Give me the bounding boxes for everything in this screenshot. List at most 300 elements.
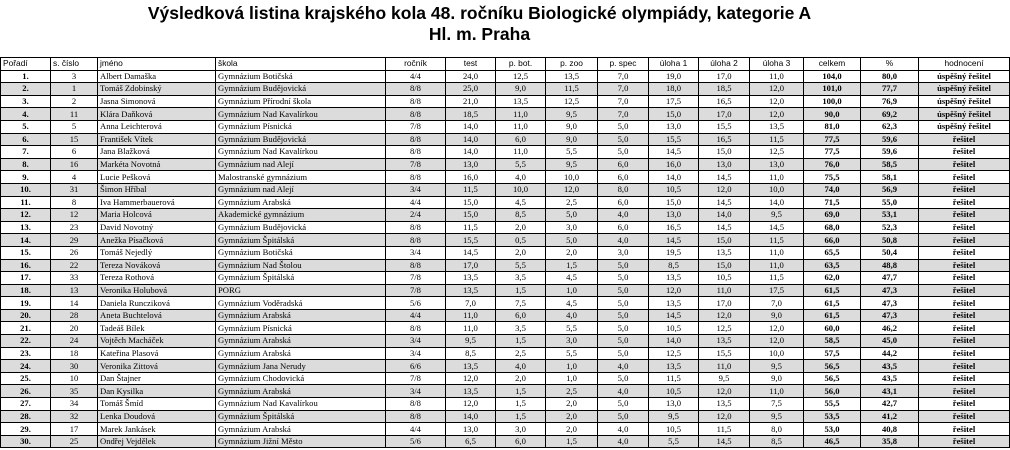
cell-competitor-number: 34 (51, 398, 98, 411)
cell-botany: 6,0 (496, 435, 546, 448)
cell-total: 53,0 (804, 423, 861, 436)
cell-rank: 16. (1, 259, 51, 272)
cell-competitor-number: 17 (51, 423, 98, 436)
cell-competitor-number: 23 (51, 221, 98, 234)
cell-task-1: 10,5 (649, 385, 699, 398)
cell-grade: 8/8 (386, 221, 446, 234)
cell-percent: 42,7 (861, 398, 919, 411)
cell-total: 56,0 (804, 385, 861, 398)
cell-school: Gymnázium Budějovická (216, 83, 386, 96)
cell-task-1: 19,0 (649, 70, 699, 83)
cell-task-1: 14,5 (649, 309, 699, 322)
cell-name: Klára Daňková (98, 108, 216, 121)
cell-botany: 6,0 (496, 309, 546, 322)
cell-evaluation: řešitel (919, 146, 1010, 159)
cell-evaluation: řešitel (919, 234, 1010, 247)
table-row (1, 209, 1010, 222)
cell-competitor-number: 25 (51, 435, 98, 448)
cell-botany: 11,0 (496, 146, 546, 159)
cell-evaluation: úspěšný řešitel (919, 70, 1010, 83)
cell-species: 3,0 (598, 246, 649, 259)
cell-task-3: 11,5 (750, 234, 804, 247)
cell-species: 6,0 (598, 158, 649, 171)
cell-percent: 77,7 (861, 83, 919, 96)
cell-zoology: 11,5 (546, 83, 598, 96)
cell-botany: 1,5 (496, 385, 546, 398)
cell-evaluation: řešitel (919, 335, 1010, 348)
cell-rank: 7. (1, 146, 51, 159)
cell-task-3: 12,0 (750, 335, 804, 348)
cell-total: 81,0 (804, 120, 861, 133)
cell-school: Gymnázium Jižní Město (216, 435, 386, 448)
cell-total: 101,0 (804, 83, 861, 96)
cell-evaluation: řešitel (919, 171, 1010, 184)
cell-task-2: 14,5 (699, 221, 750, 234)
cell-evaluation: řešitel (919, 372, 1010, 385)
cell-task-3: 11,0 (750, 385, 804, 398)
cell-botany: 9,0 (496, 83, 546, 96)
cell-grade: 3/4 (386, 335, 446, 348)
cell-total: 65,5 (804, 246, 861, 259)
cell-test: 13,5 (446, 272, 496, 285)
cell-rank: 5. (1, 120, 51, 133)
cell-total: 57,5 (804, 347, 861, 360)
col-header-rank: Pořadí (1, 58, 51, 71)
table-row (1, 133, 1010, 146)
cell-rank: 15. (1, 246, 51, 259)
cell-total: 69,0 (804, 209, 861, 222)
cell-task-3: 9,5 (750, 360, 804, 373)
cell-species: 5,0 (598, 309, 649, 322)
cell-name: Ondřej Vejdělek (98, 435, 216, 448)
cell-task-1: 16,5 (649, 221, 699, 234)
cell-grade: 4/4 (386, 423, 446, 436)
cell-task-1: 8,5 (649, 259, 699, 272)
col-header-test: test (446, 58, 496, 71)
cell-percent: 43,5 (861, 360, 919, 373)
cell-name: Maria Holcová (98, 209, 216, 222)
col-header-name: jméno (98, 58, 216, 71)
cell-percent: 47,3 (861, 284, 919, 297)
cell-task-1: 13,5 (649, 360, 699, 373)
table-row (1, 410, 1010, 423)
cell-zoology: 2,5 (546, 196, 598, 209)
cell-grade: 5/6 (386, 435, 446, 448)
page-subtitle: Hl. m. Praha (428, 24, 531, 44)
table-row (1, 183, 1010, 196)
cell-competitor-number: 33 (51, 272, 98, 285)
cell-botany: 2,0 (496, 246, 546, 259)
cell-task-1: 13,0 (649, 209, 699, 222)
cell-percent: 76,9 (861, 95, 919, 108)
cell-task-3: 9,0 (750, 372, 804, 385)
cell-rank: 30. (1, 435, 51, 448)
cell-test: 11,0 (446, 322, 496, 335)
cell-zoology: 5,5 (546, 146, 598, 159)
cell-rank: 20. (1, 309, 51, 322)
cell-test: 13,0 (446, 423, 496, 436)
cell-task-3: 9,5 (750, 410, 804, 423)
cell-evaluation: řešitel (919, 423, 1010, 436)
cell-grade: 7/8 (386, 284, 446, 297)
cell-task-2: 11,0 (699, 284, 750, 297)
cell-total: 71,5 (804, 196, 861, 209)
cell-rank: 25. (1, 372, 51, 385)
cell-evaluation: úspěšný řešitel (919, 95, 1010, 108)
cell-task-2: 13,5 (699, 246, 750, 259)
results-table (0, 57, 1010, 448)
cell-total: 56,5 (804, 372, 861, 385)
cell-competitor-number: 11 (51, 108, 98, 121)
cell-task-3: 12,0 (750, 108, 804, 121)
cell-task-3: 13,5 (750, 120, 804, 133)
table-row (1, 70, 1010, 83)
cell-name: Tomáš Zdobinský (98, 83, 216, 96)
cell-rank: 24. (1, 360, 51, 373)
cell-grade: 8/8 (386, 83, 446, 96)
cell-zoology: 5,5 (546, 347, 598, 360)
cell-zoology: 4,5 (546, 272, 598, 285)
cell-percent: 56,9 (861, 183, 919, 196)
cell-evaluation: řešitel (919, 133, 1010, 146)
cell-species: 7,0 (598, 70, 649, 83)
table-row (1, 372, 1010, 385)
cell-task-2: 12,0 (699, 410, 750, 423)
cell-zoology: 12,0 (546, 183, 598, 196)
cell-task-3: 11,0 (750, 70, 804, 83)
cell-name: Jana Blažková (98, 146, 216, 159)
cell-species: 4,0 (598, 209, 649, 222)
cell-botany: 1,5 (496, 398, 546, 411)
cell-task-2: 17,0 (699, 108, 750, 121)
cell-percent: 59,6 (861, 146, 919, 159)
col-header-percent: % (861, 58, 919, 71)
cell-botany: 3,5 (496, 322, 546, 335)
cell-botany: 4,0 (496, 360, 546, 373)
cell-botany: 4,0 (496, 171, 546, 184)
cell-botany: 2,0 (496, 221, 546, 234)
cell-task-2: 17,0 (699, 70, 750, 83)
cell-task-2: 14,5 (699, 171, 750, 184)
cell-species: 5,0 (598, 259, 649, 272)
cell-species: 7,0 (598, 83, 649, 96)
cell-rank: 2. (1, 83, 51, 96)
cell-name: Vojtěch Macháček (98, 335, 216, 348)
cell-evaluation: řešitel (919, 322, 1010, 335)
cell-test: 15,0 (446, 196, 496, 209)
cell-species: 4,0 (598, 435, 649, 448)
table-row (1, 120, 1010, 133)
cell-task-1: 10,5 (649, 322, 699, 335)
cell-task-3: 10,0 (750, 347, 804, 360)
cell-task-1: 13,5 (649, 272, 699, 285)
cell-percent: 62,3 (861, 120, 919, 133)
cell-test: 15,5 (446, 234, 496, 247)
cell-grade: 6/6 (386, 360, 446, 373)
cell-grade: 4/4 (386, 309, 446, 322)
cell-grade: 3/4 (386, 246, 446, 259)
cell-species: 5,0 (598, 335, 649, 348)
table-row (1, 360, 1010, 373)
cell-school: Gymnázium Přírodní škola (216, 95, 386, 108)
cell-test: 18,5 (446, 108, 496, 121)
cell-test: 13,0 (446, 158, 496, 171)
cell-zoology: 9,0 (546, 120, 598, 133)
cell-grade: 3/4 (386, 347, 446, 360)
cell-botany: 7,5 (496, 297, 546, 310)
table-row (1, 196, 1010, 209)
cell-competitor-number: 24 (51, 335, 98, 348)
cell-percent: 50,4 (861, 246, 919, 259)
cell-task-1: 15,0 (649, 108, 699, 121)
cell-test: 14,0 (446, 410, 496, 423)
cell-species: 5,0 (598, 398, 649, 411)
cell-competitor-number: 20 (51, 322, 98, 335)
table-row (1, 95, 1010, 108)
cell-task-2: 17,0 (699, 297, 750, 310)
cell-school: Gymnázium Nad Kavalírkou (216, 108, 386, 121)
col-header-competitor-number: s. číslo (51, 58, 98, 71)
cell-school: PORG (216, 284, 386, 297)
cell-zoology: 13,5 (546, 70, 598, 83)
cell-botany: 5,5 (496, 158, 546, 171)
cell-zoology: 9,5 (546, 108, 598, 121)
cell-zoology: 2,0 (546, 246, 598, 259)
cell-task-2: 15,5 (699, 120, 750, 133)
table-row (1, 146, 1010, 159)
cell-school: Gymnázium Nad Kavalírkou (216, 398, 386, 411)
cell-percent: 47,3 (861, 309, 919, 322)
cell-grade: 8/8 (386, 259, 446, 272)
cell-competitor-number: 10 (51, 372, 98, 385)
cell-task-3: 11,0 (750, 246, 804, 259)
cell-total: 62,0 (804, 272, 861, 285)
cell-botany: 5,5 (496, 259, 546, 272)
cell-zoology: 2,5 (546, 385, 598, 398)
table-row (1, 322, 1010, 335)
cell-task-2: 15,0 (699, 259, 750, 272)
cell-total: 61,5 (804, 297, 861, 310)
cell-species: 6,0 (598, 171, 649, 184)
cell-percent: 47,3 (861, 297, 919, 310)
cell-species: 5,0 (598, 284, 649, 297)
cell-school: Gymnázium Špitálská (216, 234, 386, 247)
cell-task-2: 13,0 (699, 158, 750, 171)
cell-species: 4,0 (598, 423, 649, 436)
cell-rank: 9. (1, 171, 51, 184)
cell-competitor-number: 2 (51, 95, 98, 108)
cell-task-2: 12,0 (699, 385, 750, 398)
cell-task-2: 14,5 (699, 196, 750, 209)
cell-task-3: 11,5 (750, 272, 804, 285)
cell-percent: 58,5 (861, 158, 919, 171)
cell-school: Gymnázium Botičská (216, 70, 386, 83)
col-header-grade: ročník (386, 58, 446, 71)
cell-name: David Novotný (98, 221, 216, 234)
cell-school: Malostranské gymnázium (216, 171, 386, 184)
cell-name: Veronika Holubová (98, 284, 216, 297)
cell-competitor-number: 32 (51, 410, 98, 423)
cell-test: 21,0 (446, 95, 496, 108)
cell-task-3: 14,0 (750, 196, 804, 209)
cell-species: 5,0 (598, 133, 649, 146)
cell-task-1: 9,5 (649, 410, 699, 423)
cell-test: 13,5 (446, 360, 496, 373)
cell-zoology: 1,0 (546, 284, 598, 297)
cell-competitor-number: 13 (51, 284, 98, 297)
page-title: Výsledková listina krajského kola 48. ročníku Biologické olympiády, kategorie A (147, 3, 812, 23)
cell-botany: 4,5 (496, 196, 546, 209)
cell-total: 75,5 (804, 171, 861, 184)
cell-task-3: 9,5 (750, 209, 804, 222)
cell-evaluation: úspěšný řešitel (919, 83, 1010, 96)
cell-species: 5,0 (598, 272, 649, 285)
cell-task-3: 14,5 (750, 221, 804, 234)
cell-evaluation: řešitel (919, 259, 1010, 272)
cell-competitor-number: 22 (51, 259, 98, 272)
cell-evaluation: řešitel (919, 398, 1010, 411)
cell-test: 14,0 (446, 146, 496, 159)
cell-total: 58,5 (804, 335, 861, 348)
cell-total: 63,5 (804, 259, 861, 272)
cell-species: 4,0 (598, 234, 649, 247)
cell-rank: 28. (1, 410, 51, 423)
cell-test: 11,5 (446, 183, 496, 196)
cell-rank: 10. (1, 183, 51, 196)
cell-name: Veronika Zittová (98, 360, 216, 373)
cell-percent: 41,2 (861, 410, 919, 423)
cell-competitor-number: 35 (51, 385, 98, 398)
cell-botany: 11,0 (496, 120, 546, 133)
cell-task-3: 10,0 (750, 183, 804, 196)
cell-botany: 1,5 (496, 284, 546, 297)
cell-name: Lenka Doudová (98, 410, 216, 423)
cell-test: 12,0 (446, 372, 496, 385)
cell-competitor-number: 31 (51, 183, 98, 196)
cell-evaluation: řešitel (919, 246, 1010, 259)
cell-task-1: 10,5 (649, 183, 699, 196)
cell-percent: 69,2 (861, 108, 919, 121)
cell-evaluation: úspěšný řešitel (919, 120, 1010, 133)
cell-school: Gymnázium Budějovická (216, 133, 386, 146)
cell-competitor-number: 3 (51, 70, 98, 83)
cell-name: Marek Jankásek (98, 423, 216, 436)
cell-rank: 6. (1, 133, 51, 146)
cell-task-3: 11,0 (750, 259, 804, 272)
col-header-species: p. spec (598, 58, 649, 71)
cell-total: 100,0 (804, 95, 861, 108)
cell-grade: 8/8 (386, 322, 446, 335)
cell-name: Tomáš Šmíd (98, 398, 216, 411)
cell-percent: 45,0 (861, 335, 919, 348)
cell-task-2: 12,0 (699, 183, 750, 196)
cell-test: 7,0 (446, 297, 496, 310)
cell-task-3: 11,0 (750, 171, 804, 184)
cell-school: Gymnázium Arabská (216, 347, 386, 360)
cell-name: Markéta Novotná (98, 158, 216, 171)
cell-percent: 50,8 (861, 234, 919, 247)
cell-test: 16,0 (446, 171, 496, 184)
cell-percent: 48,8 (861, 259, 919, 272)
cell-task-1: 12,0 (649, 284, 699, 297)
cell-test: 6,5 (446, 435, 496, 448)
cell-zoology: 2,0 (546, 398, 598, 411)
cell-rank: 17. (1, 272, 51, 285)
cell-test: 8,5 (446, 347, 496, 360)
cell-percent: 43,5 (861, 372, 919, 385)
cell-task-2: 14,0 (699, 209, 750, 222)
col-header-total: celkem (804, 58, 861, 71)
cell-rank: 19. (1, 297, 51, 310)
cell-test: 25,0 (446, 83, 496, 96)
cell-total: 56,5 (804, 360, 861, 373)
cell-zoology: 1,5 (546, 259, 598, 272)
cell-total: 66,0 (804, 234, 861, 247)
cell-total: 77,5 (804, 133, 861, 146)
cell-task-3: 9,0 (750, 309, 804, 322)
cell-rank: 11. (1, 196, 51, 209)
cell-name: Iva Hammerbauerová (98, 196, 216, 209)
cell-school: Gymnázium Nad Kavalírkou (216, 146, 386, 159)
cell-species: 8,0 (598, 183, 649, 196)
cell-species: 5,0 (598, 347, 649, 360)
cell-task-2: 15,0 (699, 234, 750, 247)
cell-total: 90,0 (804, 108, 861, 121)
cell-zoology: 4,5 (546, 297, 598, 310)
cell-task-3: 17,5 (750, 284, 804, 297)
cell-name: Šimon Hříbal (98, 183, 216, 196)
cell-task-1: 5,5 (649, 435, 699, 448)
table-row (1, 347, 1010, 360)
cell-species: 5,0 (598, 297, 649, 310)
cell-competitor-number: 6 (51, 146, 98, 159)
cell-rank: 14. (1, 234, 51, 247)
table-row (1, 423, 1010, 436)
cell-school: Gymnázium Arabská (216, 309, 386, 322)
cell-botany: 8,5 (496, 209, 546, 222)
cell-zoology: 5,0 (546, 234, 598, 247)
cell-task-2: 10,5 (699, 272, 750, 285)
cell-species: 5,0 (598, 322, 649, 335)
table-row (1, 335, 1010, 348)
col-header-task-2: úloha 2 (699, 58, 750, 71)
cell-school: Gymnázium Chodovická (216, 372, 386, 385)
table-row (1, 297, 1010, 310)
table-row (1, 272, 1010, 285)
cell-evaluation: řešitel (919, 158, 1010, 171)
cell-botany: 2,0 (496, 372, 546, 385)
cell-percent: 59,6 (861, 133, 919, 146)
results-table-body (1, 58, 1010, 448)
cell-task-1: 17,5 (649, 95, 699, 108)
cell-zoology: 5,5 (546, 322, 598, 335)
cell-percent: 43,1 (861, 385, 919, 398)
cell-school: Gymnázium Botičská (216, 246, 386, 259)
cell-grade: 8/8 (386, 398, 446, 411)
cell-grade: 7/8 (386, 120, 446, 133)
table-row (1, 259, 1010, 272)
cell-task-1: 14,5 (649, 234, 699, 247)
cell-percent: 46,2 (861, 322, 919, 335)
table-row (1, 435, 1010, 448)
cell-species: 7,0 (598, 108, 649, 121)
cell-task-2: 13,5 (699, 398, 750, 411)
cell-percent: 53,1 (861, 209, 919, 222)
cell-school: Gymnázium Nad Štolou (216, 259, 386, 272)
cell-botany: 1,5 (496, 335, 546, 348)
col-header-evaluation: hodnocení (919, 58, 1010, 71)
cell-rank: 26. (1, 385, 51, 398)
